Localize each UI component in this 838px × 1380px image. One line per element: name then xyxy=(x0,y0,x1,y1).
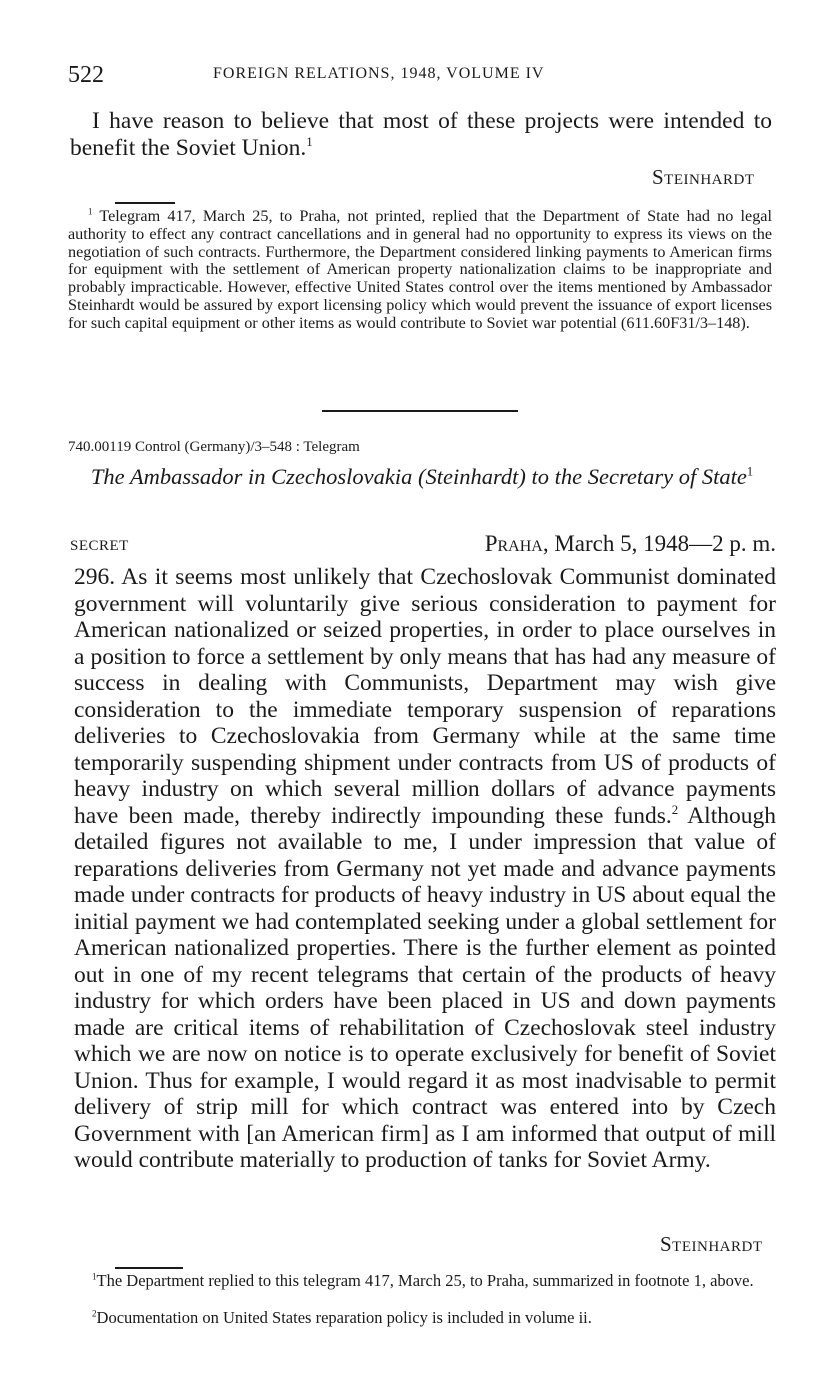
dateline-place: Praha xyxy=(484,531,543,556)
footnote-ref-1[interactable]: 1 xyxy=(306,133,313,149)
running-title: FOREIGN RELATIONS, 1948, VOLUME IV xyxy=(213,65,545,82)
signature-bottom: Steinhardt xyxy=(660,1232,763,1256)
page-number: 522 xyxy=(68,62,104,88)
signature-top: Steinhardt xyxy=(652,165,755,189)
section-divider xyxy=(322,410,518,412)
telegram-body xyxy=(74,564,776,1174)
footnote-bottom-2-text: Documentation on United States reparation policy is included in volume ii. xyxy=(96,1308,592,1327)
footnote-divider-top xyxy=(115,202,175,204)
file-code: 740.00119 Control (Germany)/3–548 : Telegram xyxy=(68,439,360,455)
dateline-date: , March 5, 1948—2 p. m. xyxy=(542,531,776,556)
footnote-bottom-1 xyxy=(74,1272,776,1290)
dateline xyxy=(485,531,776,557)
top-paragraph-text: I have reason to believe that most of these projects were intended to benefit the Soviet Union. xyxy=(70,108,772,161)
telegram-body-part1: 296. As it seems most unlikely that Czechoslovak Communist dominated government will voluntarily give serious consideration to payment for American nationalized or seized properties, in order to place ourselves in a position to force a settlement by only means that has had any measure of success in dealing with Communists, Department may wish give consideration to the immediate temporary suspension of reparations deliveries to Czechoslovakia from Germany while at the same time temporarily suspending shipment under contracts from US of products of heavy industry on which several million dollars of advance payments have been made, thereby indirectly impounding these funds. xyxy=(74,564,776,829)
telegram-body-part2: Although detailed figures not available to me, I under impression that value of reparations deliveries from Germany not yet made and advance payments made under contracts for products of heavy industry in US about equal the initial payment we had contemplated seeking under a global settlement for American nationalized properties. There is the further element as pointed out in one of my recent telegrams that certain of the products of heavy industry for which orders have been placed in US and down payments made are critical items of rehabilitation of Czechoslovak steel industry which we are now on notice is to operate exclusively for benefit of Soviet Union. Thus for example, I would regard it as most inadvisable to permit delivery of strip mill for which contract was entered into by Czech Government with [an American firm] as I am informed that output of mill would contribute materially to production of tanks for Soviet Army. xyxy=(74,802,776,1173)
title-footnote-ref[interactable]: 1 xyxy=(746,464,754,479)
footnote-ref-2[interactable]: 2 xyxy=(671,801,679,817)
footnote-bottom-2 xyxy=(74,1309,776,1327)
document-title xyxy=(68,463,776,490)
top-paragraph xyxy=(70,108,772,161)
classification-label: SECRET xyxy=(70,538,129,554)
footnote-bottom-2-marker: 2 xyxy=(92,1308,97,1319)
footnote-bottom-1-text: The Department replied to this telegram 417, March 25, to Praha, summarized in footnote 1, above. xyxy=(96,1271,754,1290)
footnote-bottom-1-marker: 1 xyxy=(92,1271,97,1282)
footnote-1-text: Telegram 417, March 25, to Praha, not printed, replied that the Department of State had no legal authority to effect any contract cancellations and in general had no opportunity to express its views on the negotiation of such contracts. Furthermore, the Department considered linking payments to American firms for equipment with the settlement of American property nationalization claims to be inappropriate and probably impracticable. However, effective United States control over the items mentioned by Ambassador Steinhardt would be assured by export licensing policy which would prevent the issuance of export licenses for such capital equipment or other items as would contribute to Soviet war potential (611.60F31/3–148). xyxy=(68,207,772,332)
footnote-divider-bottom xyxy=(115,1267,183,1269)
footnote-1-marker: 1 xyxy=(88,206,93,217)
footnote-1 xyxy=(68,208,772,333)
document-title-text: The Ambassador in Czechoslovakia (Steinhardt) to the Secretary of State xyxy=(90,464,747,489)
